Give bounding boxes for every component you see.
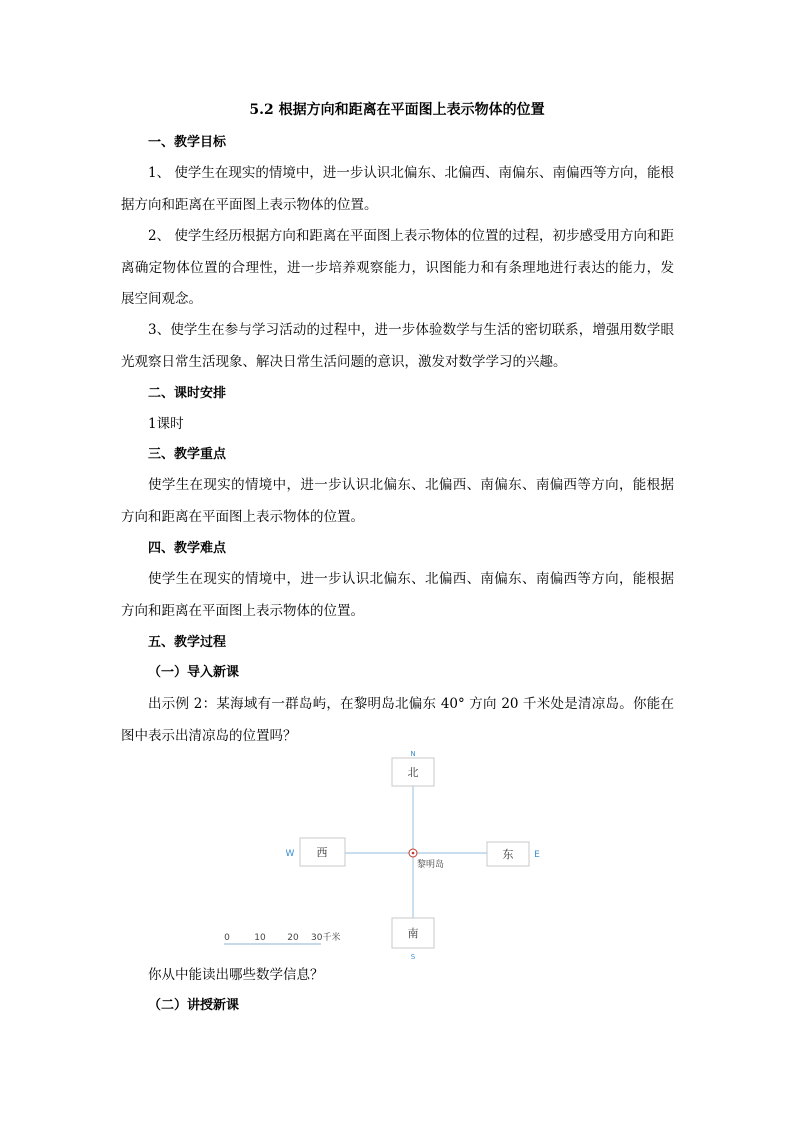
section-heading-schedule: 二、课时安排	[148, 386, 227, 401]
schedule-text: 1课时	[148, 416, 184, 432]
objective-paragraph-2: 2、 使学生经历根据方向和距离在平面图上表示物体的位置的过程，初步感受用方向和距离确定物体位置的合理性，进一步培养观察能力，识图能力和有条理地进行表达的能力，发展空间观念。	[121, 228, 674, 307]
objective-paragraph-1: 1、 使学生在现实的情境中，进一步认识北偏东、北偏西、南偏东、南偏西等方向，能根据方向和距离在平面图上表示物体的位置。	[121, 165, 674, 213]
west-box-label: 西	[316, 846, 328, 859]
section-heading-key-points: 三、教学重点	[148, 447, 227, 462]
example-paragraph: 出示例 2：某海域有一群岛屿，在黎明岛北偏东 40° 方向 20 千米处是清凉岛。你能在图中表示出清凉岛的位置吗？	[121, 696, 674, 744]
key-points-paragraph: 使学生在现实的情境中，进一步认识北偏东、北偏西、南偏东、南偏西等方向，能根据方向和距离在平面图上表示物体的位置。	[121, 477, 674, 525]
section-heading-process: 五、教学过程	[148, 635, 227, 650]
north-box-label: 北	[407, 766, 419, 779]
n-letter: N	[410, 750, 416, 758]
scale-tick-20: 20	[287, 933, 299, 943]
subsection-heading-new-lesson: （二）讲授新课	[148, 998, 240, 1013]
e-letter: E	[534, 850, 540, 860]
south-box-label: 南	[407, 927, 419, 940]
subsection-heading-intro: （一）导入新课	[148, 665, 240, 680]
section-heading-difficulties: 四、教学难点	[148, 541, 227, 556]
scale-tick-10: 10	[254, 933, 266, 943]
island-marker-inner	[412, 852, 415, 855]
difficulties-paragraph: 使学生在现实的情境中，进一步认识北偏东、北偏西、南偏东、南偏西等方向，能根据方向和距离在平面图上表示物体的位置。	[121, 571, 674, 619]
section-heading-objectives: 一、教学目标	[148, 135, 227, 150]
compass-diagram	[200, 746, 560, 962]
center-island-label: 黎明岛	[417, 860, 445, 870]
question-text: 你从中能读出哪些数学信息？	[148, 967, 324, 983]
east-box-label: 东	[502, 848, 514, 861]
w-letter: W	[285, 849, 295, 859]
page-title: 5.2 根据方向和距离在平面图上表示物体的位置	[249, 102, 545, 118]
s-letter: S	[410, 953, 416, 961]
objective-paragraph-3: 3、使学生在参与学习活动的过程中，进一步体验数学与生活的密切联系，增强用数学眼光观察日常生活现象、解决日常生活问题的意识，激发对数学学习的兴趣。	[121, 322, 674, 370]
scale-tick-30: 30千米	[311, 933, 341, 943]
scale-tick-0: 0	[224, 933, 230, 943]
